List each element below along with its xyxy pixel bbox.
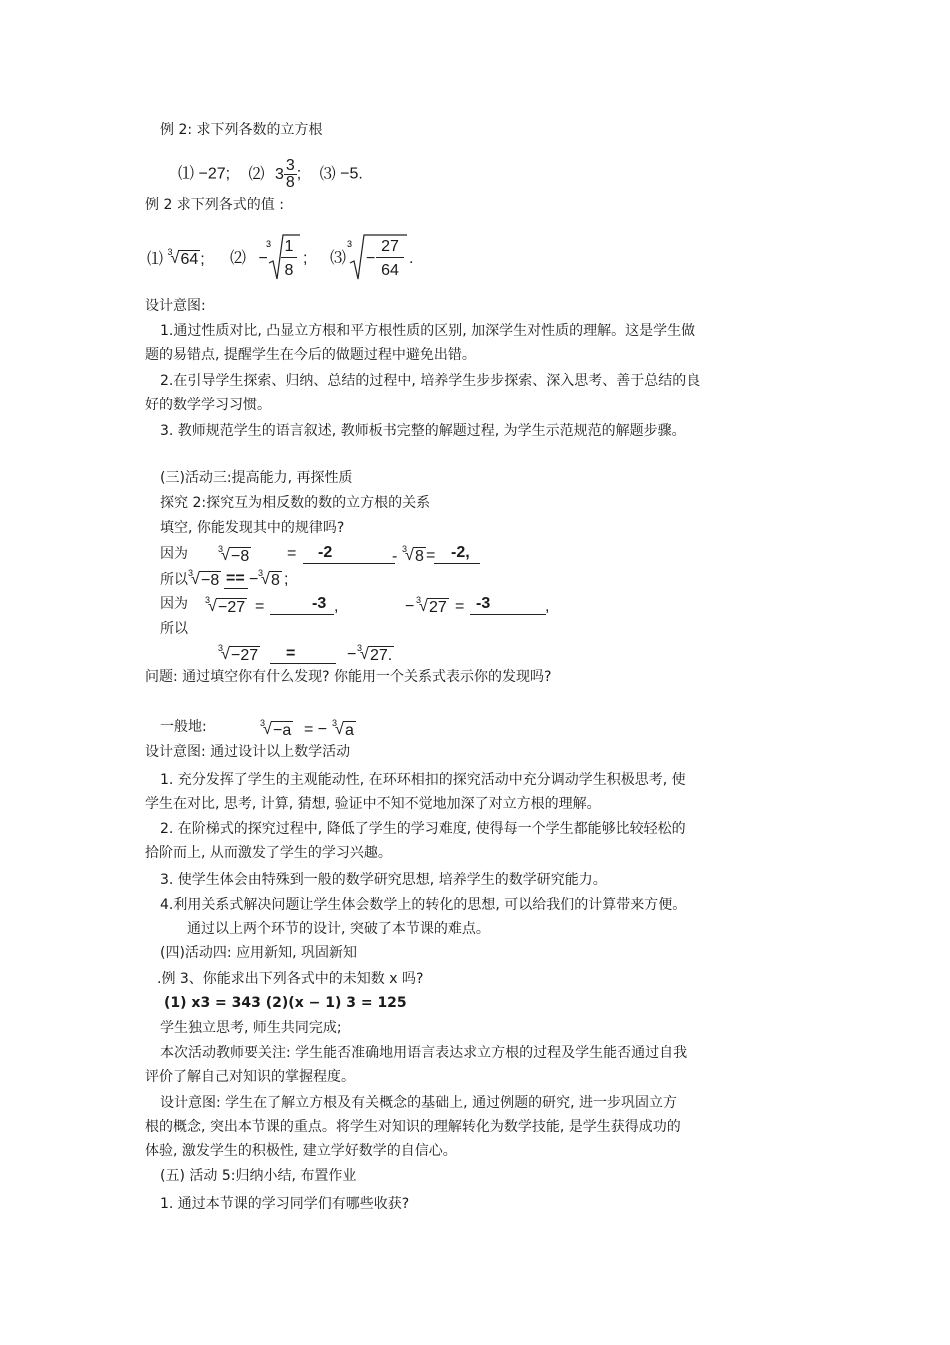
paragraph: 2. 在阶梯式的探究过程中, 降低了学生的学习难度, 使得每一个学生都能够比较轻松的 <box>160 821 686 837</box>
general-label: 一般地: <box>160 719 207 735</box>
minus-sign: − <box>405 598 415 615</box>
so-label: 所以 <box>160 572 188 588</box>
period: . <box>409 250 414 267</box>
radicand: a <box>345 722 354 739</box>
section-heading: (四)活动四: 应用新知, 巩固新知 <box>160 945 357 961</box>
item-value: −5. <box>340 165 363 183</box>
answer-value: == <box>226 570 245 587</box>
radicand: −a <box>273 722 292 739</box>
answer-blank[interactable] <box>270 614 334 615</box>
equation-part: = − <box>304 721 328 738</box>
example2b-item2-prefix <box>230 250 268 268</box>
cube-root-expr: 3 √ 27 <box>416 595 447 616</box>
item-index: ⑴ <box>147 251 164 268</box>
minus-sign: − <box>249 571 259 588</box>
paragraph: 学生独立思考, 师生共同完成; <box>160 1020 342 1036</box>
answer-blank[interactable] <box>224 588 248 589</box>
radicand: 8 <box>415 548 424 565</box>
paragraph: 好的数学学习习惯。 <box>145 397 271 413</box>
paragraph: 3. 使学生体会由特殊到一般的数学研究思想, 培养学生的数学研究能力。 <box>160 872 607 888</box>
denominator: 8 <box>285 174 295 191</box>
answer-blank[interactable] <box>270 663 336 664</box>
svg-text:3: 3 <box>266 239 272 249</box>
answer-blank[interactable] <box>303 563 395 564</box>
example3-equations: (1) x3 = 343 (2)(x − 1) 3 = 125 <box>164 995 407 1011</box>
radicand: −8 <box>231 548 250 565</box>
paragraph: 3. 教师规范学生的语言叙述, 教师板书完整的解题过程, 为学生示范规范的解题步骤。 <box>160 423 686 439</box>
cube-root-expr: 3 √ −27 <box>205 595 246 616</box>
because-label: 因为 <box>160 596 188 612</box>
paragraph: 1. 通过本节课的学习同学们有哪些收获? <box>160 1196 410 1212</box>
cube-root-expr: 3 √ −8 <box>188 568 220 589</box>
cube-root-expr: 3 √ −27 <box>218 643 259 664</box>
equals-sign: = <box>455 598 465 615</box>
example2b-title: 例 2 求下列各式的值 : <box>145 197 284 213</box>
minus-sign: − <box>258 250 268 267</box>
paragraph: 1. 充分发挥了学生的主观能动性, 在环环相扣的探究活动中充分调动学生积极思考, 使 <box>160 772 686 788</box>
radicand: −8 <box>201 572 220 589</box>
answer-blank[interactable] <box>470 614 546 615</box>
answer-value: -3 <box>476 595 491 612</box>
example3-title: .例 3、你能求出下列各式中的未知数 x 吗? <box>157 971 424 987</box>
cube-root-expr: 3 √ 8 <box>258 568 280 589</box>
radicand: 8 <box>271 572 280 589</box>
denominator: 64 <box>381 262 399 279</box>
radicand: −27 <box>231 647 259 664</box>
paragraph: 学生在对比, 思考, 计算, 猜想, 验证中不知不觉地加深了对立方根的理解。 <box>145 796 601 812</box>
paragraph: 设计意图: 学生在了解立方根及有关概念的基础上, 通过例题的研究, 进一步巩固立方 <box>160 1095 677 1111</box>
item-index: ⑶ <box>330 250 347 267</box>
paragraph: 本次活动教师要关注: 学生能否准确地用语言表达求立方根的过程及学生能否通过自我 <box>160 1045 688 1061</box>
paragraph: 拾阶而上, 从而激发了学生的学习兴趣。 <box>145 845 392 861</box>
fill-prompt: 填空, 你能发现其中的规律吗? <box>160 520 345 536</box>
comma: , <box>545 598 550 615</box>
cube-root-expr: 3 √ a <box>332 718 354 739</box>
minus-sign: - <box>392 548 398 565</box>
explore-heading: 探究 2:探究互为相反数的数的立方根的关系 <box>160 495 431 511</box>
paragraph: 题的易错点, 提醒学生在今后的做题过程中避免出错。 <box>145 347 476 363</box>
numerator: 1 <box>284 238 294 255</box>
fraction-bar <box>376 257 404 258</box>
radicand: −27 <box>218 599 246 616</box>
equals-sign: = <box>255 598 265 615</box>
svg-text:3: 3 <box>347 239 353 249</box>
paragraph: 1.通过性质对比, 凸显立方根和平方根性质的区别, 加深学生对性质的理解。这是学生做 <box>160 323 696 339</box>
item-index: ⑵ <box>230 250 247 267</box>
paragraph: 4.利用关系式解决问题让学生体会数学上的转化的思想, 可以给我们的计算带来方便。 <box>160 897 687 913</box>
equals-sign: = <box>426 547 436 564</box>
cube-root: 3 √ 64 <box>167 247 199 268</box>
equals-sign: = <box>287 545 297 562</box>
example2-items: ⑴ −27; ⑵ 3 $\frac{3}{8}$ ; ⑶ −5. <box>178 157 363 191</box>
minus-sign: − <box>366 250 376 267</box>
item-index: ⑴ <box>178 165 195 183</box>
paragraph: 2.在引导学生探索、归纳、总结的过程中, 培养学生步步探索、深入思考、善于总结的良 <box>160 373 701 389</box>
item-value: −27 <box>198 165 226 183</box>
paragraph: 评价了解自己对知识的掌握程度。 <box>145 1069 355 1085</box>
section-heading: (三)活动三:提高能力, 再探性质 <box>160 470 353 486</box>
answer-value: = <box>286 645 296 662</box>
paragraph: 通过以上两个环节的设计, 突破了本节课的难点。 <box>187 921 490 937</box>
denominator: 8 <box>284 262 294 279</box>
answer-value: -3 <box>312 595 327 612</box>
mixed-whole: 3 <box>274 165 284 183</box>
comma: , <box>334 598 339 615</box>
radicand: 27 <box>429 599 447 616</box>
numerator: 27 <box>381 238 399 255</box>
semicolon: ; <box>284 571 289 588</box>
item-index: ⑶ <box>319 165 336 183</box>
because-label: 因为 <box>160 546 188 562</box>
paragraph: 根的概念, 突出本节课的重点。将学生对知识的理解转化为数学技能, 是学生获得成功的 <box>145 1119 681 1135</box>
cube-root-expr: 3 √ 8 <box>402 544 424 565</box>
fraction <box>284 158 297 191</box>
section-heading: (五) 活动 5:归纳小结, 布置作业 <box>160 1168 357 1184</box>
radicand: 64 <box>180 251 199 268</box>
semicolon: ; <box>303 250 308 267</box>
cube-root-expr: 3 √ 27. <box>357 643 393 664</box>
answer-value: -2 <box>318 544 333 561</box>
radicand: 27. <box>370 647 393 664</box>
paragraph: 体验, 激发学生的积极性, 建立学好数学的自信心。 <box>145 1143 457 1159</box>
item-index: ⑵ <box>248 165 265 183</box>
numerator: 3 <box>285 157 295 174</box>
design-intent-heading: 设计意图: 通过设计以上数学活动 <box>145 744 351 760</box>
cube-root-expr: 3 √ −8 <box>218 544 250 565</box>
design-intent-heading: 设计意图: <box>145 298 206 314</box>
minus-sign: − <box>347 646 357 663</box>
so-label: 所以 <box>160 621 188 637</box>
answer-value: -2, <box>451 544 470 561</box>
cube-root-expr: 3 √ −a <box>260 718 292 739</box>
example2-title: 例 2: 求下列各数的立方根 <box>160 122 323 138</box>
example2b-item1: ⑴ 3 √ 64 ; <box>147 247 205 268</box>
question-text: 问题: 通过填空你有什么发现? 你能用一个关系式表示你的发现吗? <box>145 669 552 685</box>
answer-blank[interactable] <box>434 563 480 564</box>
fraction-bar <box>281 257 297 258</box>
